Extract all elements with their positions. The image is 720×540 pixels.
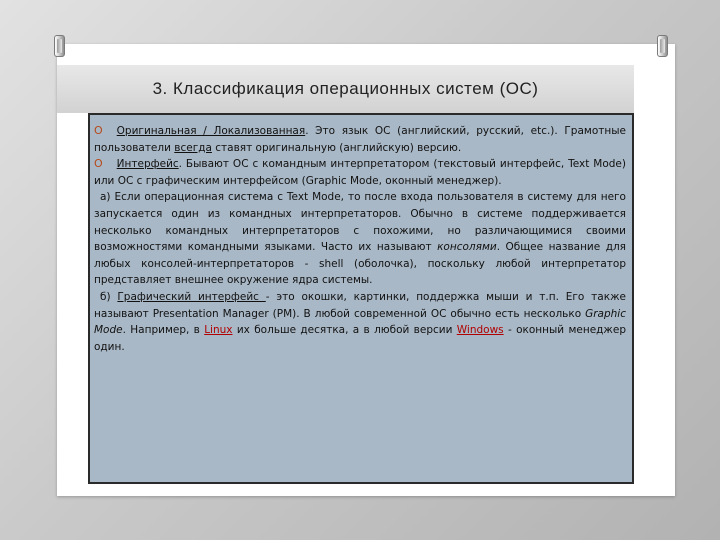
emphasis-consoles: консолями	[437, 241, 497, 254]
linux-link[interactable]: Linux	[204, 324, 233, 337]
title-bar	[57, 65, 634, 113]
paragraph-text: . Общее название для любых консолей-интерпретаторов - shell (оболочка), поскольку любой интерпретатор представляет внешнее окружение ядра системы.	[94, 241, 626, 287]
paragraph-text: а) Если операционная система с Text Mode, то после входа пользователя в систему для него запускается один из командных интерпретаторов. Обычно в системе поддерживается несколько командных интерпретаторов с похожими, но различающимися своими возможностями командными языками. Часто их называют	[94, 191, 626, 254]
paragraph-text: . Это язык ОС (английский, русский, etc.). Грамотные пользователи	[94, 125, 626, 154]
paragraph-text: - это окошки, картинки, поддержка мыши и т.п. Его также называют Presentation Manager (PM). В любой современной ОС обычно есть несколько	[94, 290, 626, 320]
paragraph-text: - оконный менеджер один.	[94, 324, 626, 353]
emphasis-graphic-mode: Graphic Mode	[94, 307, 626, 337]
paragraph-text: . Например, в	[122, 324, 205, 337]
paragraph-graphic	[94, 289, 626, 355]
bullet-icon: O	[94, 157, 103, 171]
term-graphic-interface: Графический интерфейс	[117, 290, 266, 303]
term-interface: Интерфейс	[116, 158, 179, 171]
paragraph-text: ставят оригинальную (английскую) версию.	[211, 141, 462, 154]
paragraph-text: . Бывают ОС с командным интерпретатором (текстовый интерфейс, Text Mode) или ОС с графическим интерфейсом (Graphic Mode, оконный менеджер).	[94, 158, 626, 187]
pin-right-icon	[657, 35, 668, 57]
term-original-localized: Оригинальная / Локализованная	[116, 125, 306, 137]
slide-title: 3. Классификация операционных систем (ОС)	[152, 79, 539, 98]
paragraph-text-mode	[94, 189, 626, 289]
paragraph-text: б)	[100, 290, 118, 303]
bullet-icon: O	[94, 124, 103, 137]
paragraph-text: их больше десятка, а в любой версии	[232, 324, 457, 337]
paragraph-interface	[94, 156, 626, 189]
windows-link[interactable]: Windows	[456, 324, 504, 337]
paragraph-language	[94, 123, 626, 156]
emphasis-always: всегда	[174, 141, 212, 154]
content-box	[88, 113, 634, 484]
pin-left-icon	[54, 35, 65, 57]
